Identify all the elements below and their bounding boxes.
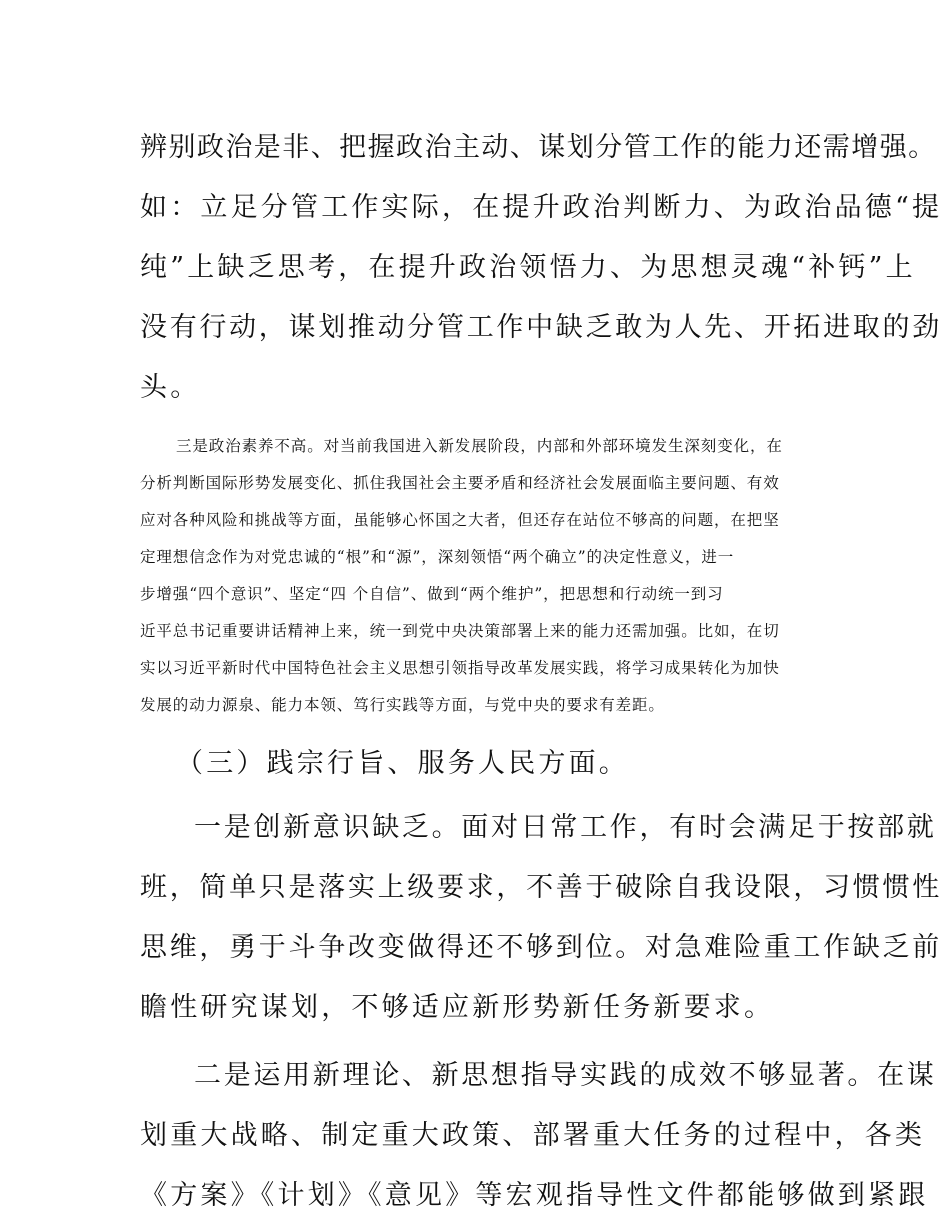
text-line: 如：立足分管工作实际，在提升政治判断力、为政治品德“提 bbox=[140, 192, 943, 223]
text-line: 一是创新意识缺乏。面对日常工作，有时会满足于按部就 bbox=[194, 812, 937, 843]
text-line: 辨别政治是非、把握政治主动、谋划分管工作的能力还需增强。 bbox=[140, 132, 937, 163]
text-line: 近平总书记重要讲话精神上来，统一到党中央决策部署上来的能力还需加强。比如，在切 bbox=[140, 622, 780, 640]
text-line: 发展的动力源泉、能力本领、笃行实践等方面，与党中央的要求有差距。 bbox=[140, 696, 665, 714]
text-line: 实以习近平新时代中国特色社会主义思想引领指导改革发展实践，将学习成果转化为加快 bbox=[140, 659, 780, 677]
section-heading: （三）践宗行旨、服务人民方面。 bbox=[176, 748, 629, 779]
text-line: 瞻性研究谋划，不够适应新形势新任务新要求。 bbox=[140, 992, 775, 1023]
text-line: 《方案》《计划》《意见》等宏观指导性文件都能够做到紧跟 bbox=[140, 1180, 929, 1211]
text-line: 班，简单只是落实上级要求，不善于破除自我设限，习惯惯性 bbox=[140, 872, 942, 903]
text-line: 定理想信念作为对党忠诚的“根”和“源”，深刻领悟“两个确立”的决定性意义，进一 bbox=[140, 548, 735, 566]
text-line: 头。 bbox=[140, 372, 201, 403]
text-line: 纯”上缺乏思考，在提升政治领悟力、为思想灵魂“补钙”上 bbox=[140, 252, 916, 283]
text-line: 三是政治素养不高。对当前我国进入新发展阶段，内部和外部环境发生深刻变化，在 bbox=[176, 437, 783, 455]
text-line: 分析判断国际形势发展变化、抓住我国社会主要矛盾和经济社会发展面临主要问题、有效 bbox=[140, 474, 780, 492]
text-line: 没有行动，谋划推动分管工作中缺乏敢为人先、开拓进取的劲 bbox=[140, 312, 942, 343]
text-line: 二是运用新理论、新思想指导实践的成效不够显著。在谋 bbox=[194, 1060, 937, 1091]
text-line: 应对各种风险和挑战等方面，虽能够心怀国之大者，但还存在站位不够高的问题，在把坚 bbox=[140, 511, 780, 529]
text-line: 划重大战略、制定重大政策、部署重大任务的过程中，各类 bbox=[140, 1120, 926, 1151]
text-line: 思维，勇于斗争改变做得还不够到位。对急难险重工作缺乏前 bbox=[140, 932, 942, 963]
text-line: 步增强“四个意识”、坚定“四 个自信”、做到“两个维护”，把思想和行动统一到习 bbox=[140, 585, 724, 603]
